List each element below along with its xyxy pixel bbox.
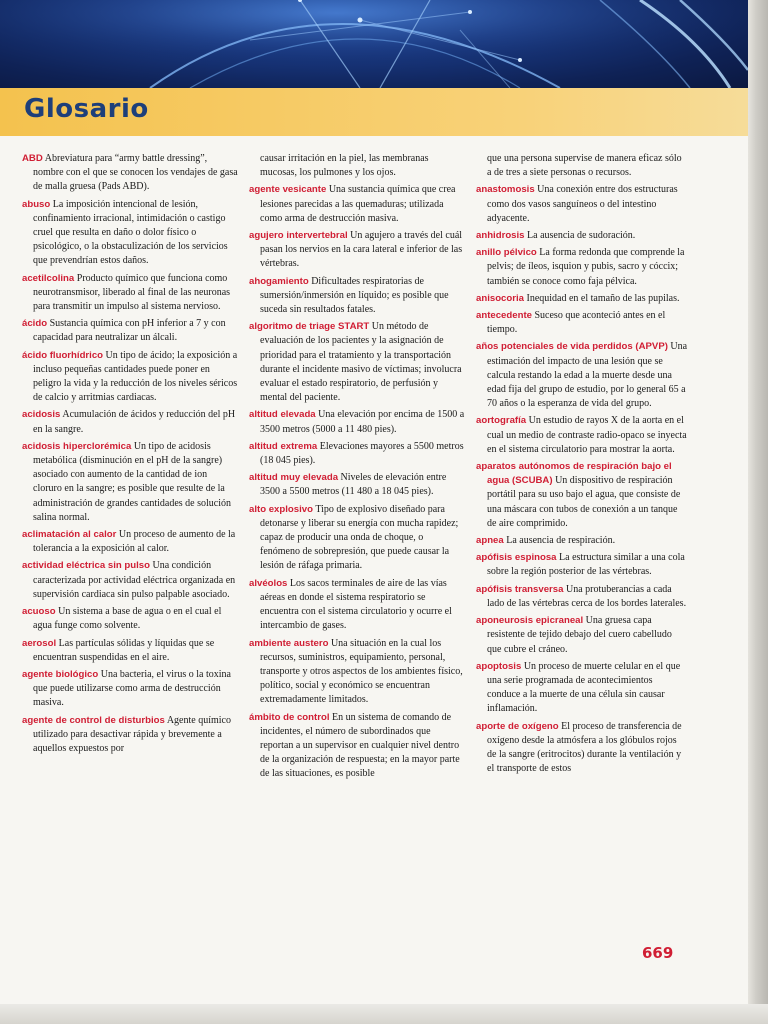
glossary-definition: causar irritación en la piel, las membranas mucosas, los pulmones y los ojos.	[260, 153, 429, 179]
glossary-definition: Una situación en la cual los recursos, suministros, equipamiento, personal, transporte y otros aspectos de los ambientes físico, político, social y económico se encuentran extremadamente limitados.	[260, 637, 463, 706]
glossary-definition: Abreviatura para “army battle dressing”, nombre con el que se conocen los vendajes de gasa de malla gruesa (Pads ABD).	[33, 153, 238, 193]
glossary-term: ácido fluorhídrico	[22, 349, 104, 361]
glossary-entry	[476, 292, 688, 306]
glossary-definition: Un sistema a base de agua o en el cual el agua funge como solvente.	[33, 606, 222, 632]
glossary-term: apoptosis	[476, 660, 522, 672]
glossary-entry	[22, 637, 238, 665]
glossary-definition: Un tipo de ácido; la exposición a incluso pequeñas cantidades puede poner en peligro la vida y la reducción de los niveles séricos de calcio y arritmias cardiacas.	[33, 349, 238, 404]
glossary-term: anhidrosis	[476, 230, 525, 242]
glossary-entry	[249, 637, 465, 708]
glossary-term: agujero intervertebral	[249, 230, 348, 242]
glossary-entry	[476, 183, 688, 226]
glossary-entry	[476, 309, 688, 337]
glossary-term: agente de control de disturbios	[22, 714, 165, 726]
glossary-entry	[249, 408, 465, 436]
glossary-definition: Una elevación por encima de 1500 a 3500 metros (5000 a 11 480 pies).	[260, 409, 465, 435]
glossary-entry	[22, 559, 238, 602]
glossary-term: anastomosis	[476, 184, 535, 196]
glossary-definition: que una persona supervise de manera eficaz sólo a de tres a siete personas o recursos.	[487, 153, 682, 179]
glossary-term: abuso	[22, 198, 51, 210]
glossary-column-2	[249, 152, 465, 785]
page-bottom-edge	[0, 1004, 768, 1024]
glossary-entry-continuation	[249, 152, 465, 180]
glossary-definition: Sustancia química con pH inferior a 7 y con capacidad para neutralizar un álcali.	[33, 318, 226, 344]
glossary-term: alvéolos	[249, 577, 288, 589]
glossary-entry	[22, 668, 238, 711]
glossary-definition: La ausencia de respiración.	[506, 535, 616, 547]
glossary-entry	[22, 152, 238, 195]
glossary-definition: Un dispositivo de respiración portátil para su uso bajo el agua, que consiste de una máscara con tubos de conexión a un tanque de aire comprimido.	[487, 475, 681, 529]
glossary-entry	[249, 471, 465, 499]
glossary-term: agente biológico	[22, 668, 99, 680]
glossary-definition: Una condición caracterizada por actividad eléctrica organizada en supervisión cardiaca sin pulso palpable asociado.	[33, 560, 236, 600]
glossary-term: acidosis	[22, 409, 61, 421]
glossary-term: ámbito de control	[249, 711, 330, 723]
glossary-term: ambiente austero	[249, 637, 329, 649]
glossary-entry	[22, 605, 238, 633]
page-title: Glosario	[24, 94, 149, 124]
glossary-definition: Los sacos terminales de aire de las vías aéreas en donde el sistema respiratorio se encuentra con el sistema circulatorio y ocurre el intercambio de gases.	[260, 577, 452, 632]
glossary-definition: La ausencia de sudoración.	[527, 230, 636, 242]
glossary-definition: Inequidad en el tamaño de las pupilas.	[526, 292, 680, 304]
glossary-definition: Una protuberancias a cada lado de las vértebras cerca de los bordes laterales.	[487, 583, 687, 609]
glossary-entry	[22, 714, 238, 757]
glossary-term: anillo pélvico	[476, 247, 537, 259]
glossary-entry	[249, 440, 465, 468]
glossary-term: apófisis transversa	[476, 583, 564, 595]
glossary-term: ABD	[22, 153, 43, 164]
glossary-term: ahogamiento	[249, 275, 309, 287]
glossary-entry	[476, 229, 688, 243]
page-edge-shadow	[748, 0, 768, 1024]
glossary-definition: Una sustancia química que crea lesiones parecidas a las quemaduras; utilizada como arma de destrucción masiva.	[260, 184, 456, 224]
glossary-definition: La imposición intencional de lesión, confinamiento irracional, intimidación o castigo cruel que resulta en daño o dolor físico o psicológico, o la obstaculización de los servicios que prevendrían estos daños.	[33, 198, 228, 267]
glossary-entry	[476, 720, 688, 777]
glossary-term: antecedente	[476, 310, 532, 322]
glossary-term: apnea	[476, 535, 504, 547]
glossary-term: algoritmo de triage START	[249, 321, 370, 333]
glossary-definition: En un sistema de comando de incidentes, el número de subordinados que reportan a un supervisor en cualquier nivel dentro de la organización de respuesta; en la mayor parte de las situaciones, es posible	[260, 711, 460, 780]
glossary-definition: Una gruesa capa resistente de tejido debajo del cuero cabelludo que cubre el cráneo.	[487, 615, 672, 655]
glossary-entry	[476, 414, 688, 457]
glossary-term: altitud elevada	[249, 409, 316, 421]
glossary-term: apófisis espinosa	[476, 552, 557, 564]
glossary-entry	[476, 340, 688, 411]
network-globe-graphic	[0, 0, 748, 88]
glossary-definition: Un proceso de aumento de la tolerancia a la exposición al calor.	[33, 529, 236, 555]
glossary-definition: Un agujero a través del cuál pasan los nervios en la cara lateral e inferior de las vértebras.	[260, 230, 463, 270]
glossary-entry	[476, 246, 688, 289]
glossary-entry	[249, 503, 465, 574]
glossary-definition: Acumulación de ácidos y reducción del pH en la sangre.	[33, 409, 236, 435]
glossary-term: aortografía	[476, 415, 527, 427]
glossary-definition: El proceso de transferencia de oxígeno desde la atmósfera a los glóbulos rojos de la sangre (eritrocitos) durante la ventilación y el transporte de estos	[487, 720, 682, 775]
glossary-definition: Elevaciones mayores a 5500 metros (18 045 pies).	[260, 440, 464, 467]
glossary-entry	[249, 275, 465, 318]
glossary-entry-continuation	[476, 152, 688, 180]
glossary-term: anisocoria	[476, 292, 524, 304]
glossary-entry	[22, 440, 238, 525]
glossary-definition: Un método de evaluación de los pacientes y la asignación de prioridad para el tratamiento y la transportación durante el incidente masivo de víctimas; involucra evaluar el estado respiratorio, de perfusión y mental del paciente.	[260, 321, 462, 404]
glossary-definition: Un proceso de muerte celular en el que una serie programada de acontecimientos conduce a la muerte de una célula sin causar inflamación.	[487, 660, 681, 715]
glossary-term: ácido	[22, 318, 48, 330]
glossary-term: acetilcolina	[22, 272, 75, 284]
glossary-term: alto explosivo	[249, 503, 313, 515]
glossary-definition: La forma redonda que comprende la pelvis; de íleos, isquion y pubis, sacro y cóccix; también se conoce como faja pélvica.	[487, 247, 685, 287]
glossary-entry	[476, 583, 688, 611]
glossary-definition: Tipo de explosivo diseñado para detonarse y liberar su energía con mucha rapidez; capaz de producir una onda de choque, o fenómeno de sobrepresión, que puede causar la lesión de ráfaga primaria.	[260, 503, 459, 572]
glossary-entry	[22, 198, 238, 269]
glossary-definition: La estructura similar a una cola sobre la región posterior de las vértebras.	[487, 552, 685, 578]
glossary-term: aclimatación al calor	[22, 529, 117, 541]
glossary-entry	[22, 272, 238, 315]
glossary-definition: Las partículas sólidas y líquidas que se encuentran suspendidas en el aire.	[33, 637, 215, 663]
glossary-definition: Una conexión entre dos estructuras como dos vasos sanguíneos o del intestino adyacente.	[487, 184, 678, 224]
glossary-entry	[22, 408, 238, 436]
glossary-term: aerosol	[22, 637, 57, 649]
glossary-definition: Agente químico utilizado para desactivar rápida y brevemente a aquellos expuestos por	[33, 714, 231, 754]
glossary-entry	[476, 660, 688, 717]
page-number: 669	[642, 944, 674, 962]
glossary-entry	[476, 534, 688, 548]
glossary-definition: Producto químico que funciona como neurotransmisor, liberado al final de las neuronas para transmitir un impulso al sistema nervioso.	[33, 272, 231, 313]
glossary-entry	[249, 183, 465, 226]
glossary-entry	[22, 349, 238, 406]
glossary-definition: Un estudio de rayos X de la aorta en el cual un medio de contraste radio-opaco se inyecta en el sistema circulatorio para mostrar la aorta.	[487, 415, 687, 455]
glossary-column-1	[22, 152, 238, 759]
glossary-term: aparatos autónomos de respiración bajo el agua (SCUBA)	[476, 461, 672, 487]
glossary-entry	[249, 229, 465, 272]
glossary-term: acuoso	[22, 606, 56, 618]
glossary-entry	[22, 528, 238, 556]
glossary-definition: Suceso que aconteció antes en el tiempo.	[487, 310, 666, 336]
glossary-definition: Un tipo de acidosis metabólica (disminución en el pH de la sangre) asociado con aumento de la cantidad de ion cloruro en la sangre; es posible que resulte de la administración de grandes cantidades de solución salina normal.	[33, 440, 231, 523]
glossary-entry	[476, 551, 688, 579]
glossary-entry	[476, 460, 688, 531]
glossary-column-3	[476, 152, 688, 779]
glossary-term: altitud muy elevada	[249, 472, 339, 484]
glossary-entry	[22, 317, 238, 345]
glossary-definition: Una estimación del impacto de una lesión que se calcula restando la edad a la muerte desde una edad fija del grupo de estudio, por lo general 65 a 70 años o la esperanza de vida del grupo.	[487, 341, 688, 410]
glossary-definition: Niveles de elevación entre 3500 a 5500 metros (11 480 a 18 045 pies).	[260, 472, 447, 498]
glossary-term: altitud extrema	[249, 440, 318, 452]
glossary-definition: Una bacteria, el virus o la toxina que puede utilizarse como arma de destrucción masiva.	[33, 668, 231, 709]
glossary-definition: Dificultades respiratorias de sumersión/inmersión en líquido; es posible que suceda sin resultados fatales.	[260, 275, 449, 316]
glossary-term: agente vesicante	[249, 184, 327, 196]
glossary-term: actividad eléctrica sin pulso	[22, 560, 150, 572]
glossary-entry	[476, 614, 688, 657]
glossary-entry	[249, 577, 465, 634]
glossary-term: aporte de oxígeno	[476, 720, 559, 732]
glossary-entry	[249, 320, 465, 405]
glossary-term: años potenciales de vida perdidos (APVP)	[476, 341, 668, 353]
header-banner-image	[0, 0, 748, 88]
glossary-term: acidosis hiperclorémica	[22, 440, 132, 452]
glossary-entry	[249, 711, 465, 782]
glossary-term: aponeurosis epicraneal	[476, 615, 584, 627]
